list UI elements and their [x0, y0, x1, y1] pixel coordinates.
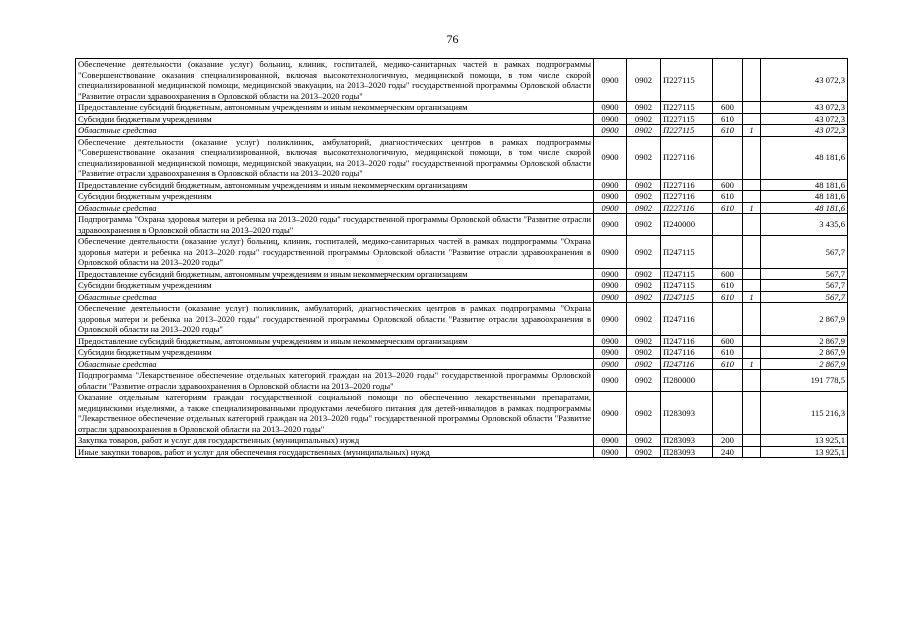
subsection-code-cell: 0902: [627, 136, 661, 179]
subsection-code-cell: 0902: [627, 392, 661, 435]
subsection-code-cell: 0902: [627, 446, 661, 458]
subsection-code-cell: 0902: [627, 236, 661, 269]
table-row: [76, 303, 848, 336]
expense-type-code-cell: 610: [713, 280, 743, 292]
funding-source-code-cell: [743, 370, 761, 392]
row-name-cell: Предоставление субсидий бюджетным, автономным учреждениям и иным некоммерческим организациям: [76, 179, 594, 191]
table-row: [76, 102, 848, 114]
target-article-code-cell: П283093: [661, 392, 713, 435]
row-name-cell: Закупка товаров, работ и услуг для государственных (муниципальных) нужд: [76, 435, 594, 447]
row-name-cell: Областные средства: [76, 291, 594, 303]
section-code-cell: 0900: [594, 125, 627, 137]
expense-type-code-cell: [713, 214, 743, 236]
funding-source-code-cell: [743, 268, 761, 280]
amount-cell: 2 867,9: [761, 347, 848, 359]
table-row: [76, 59, 848, 102]
row-name-cell: Областные средства: [76, 202, 594, 214]
expense-type-code-cell: 610: [713, 202, 743, 214]
row-name-cell: Обеспечение деятельности (оказание услуг) больниц, клиник, госпиталей, медико-санитарных частей в рамках подпрограммы "Охрана здоровья матери и ребенка на 2013–2020 годы" государственной программы Орловской области "Развитие отрасли здравоохранения в Орловской области на 2013–2020 годы": [76, 236, 594, 269]
target-article-code-cell: П227116: [661, 191, 713, 203]
expense-type-code-cell: [713, 392, 743, 435]
subsection-code-cell: 0902: [627, 202, 661, 214]
section-code-cell: 0900: [594, 446, 627, 458]
target-article-code-cell: П227116: [661, 136, 713, 179]
table-row: [76, 268, 848, 280]
funding-source-code-cell: [743, 214, 761, 236]
subsection-code-cell: 0902: [627, 113, 661, 125]
subsection-code-cell: 0902: [627, 358, 661, 370]
target-article-code-cell: П227115: [661, 125, 713, 137]
section-code-cell: 0900: [594, 291, 627, 303]
funding-source-code-cell: [743, 280, 761, 292]
amount-cell: 48 181,6: [761, 136, 848, 179]
amount-cell: 48 181,6: [761, 191, 848, 203]
row-name-cell: Предоставление субсидий бюджетным, автономным учреждениям и иным некоммерческим организациям: [76, 335, 594, 347]
funding-source-code-cell: [743, 303, 761, 336]
funding-source-code-cell: 1: [743, 125, 761, 137]
table-row: [76, 435, 848, 447]
target-article-code-cell: П227116: [661, 179, 713, 191]
target-article-code-cell: П247116: [661, 347, 713, 359]
target-article-code-cell: П227116: [661, 202, 713, 214]
table-row: [76, 392, 848, 435]
section-code-cell: 0900: [594, 113, 627, 125]
section-code-cell: 0900: [594, 280, 627, 292]
table-row: [76, 214, 848, 236]
expense-type-code-cell: 600: [713, 179, 743, 191]
target-article-code-cell: П227115: [661, 102, 713, 114]
section-code-cell: 0900: [594, 347, 627, 359]
row-name-cell: Подпрограмма "Охрана здоровья матери и ребенка на 2013–2020 годы" государственной программы Орловской области "Развитие отрасли здравоохранения в Орловской области на 2013–2020 годы": [76, 214, 594, 236]
expense-type-code-cell: [713, 303, 743, 336]
subsection-code-cell: 0902: [627, 179, 661, 191]
target-article-code-cell: П227115: [661, 59, 713, 102]
row-name-cell: Подпрограмма "Лекарственное обеспечение отдельных категорий граждан на 2013–2020 годы" государственной программы Орловской области "Развитие отрасли здравоохранения в Орловской области на 2013–2020 годы": [76, 370, 594, 392]
subsection-code-cell: 0902: [627, 214, 661, 236]
funding-source-code-cell: [743, 335, 761, 347]
section-code-cell: 0900: [594, 435, 627, 447]
section-code-cell: 0900: [594, 59, 627, 102]
target-article-code-cell: П247115: [661, 280, 713, 292]
row-name-cell: Обеспечение деятельности (оказание услуг) поликлиник, амбулаторий, диагностических центров в рамках подпрограммы "Совершенствование оказания специализированной, включая высокотехнологичную, медицинской помощи, в том числе скорой специализированной медицинской помощи, медицинской эвакуации, на 2013–2020 годы" государственной программы Орловской области "Развитие отрасли здравоохранения в Орловской области на 2013–2020 годы": [76, 136, 594, 179]
table-row: [76, 446, 848, 458]
budget-table-body: [76, 59, 848, 458]
subsection-code-cell: 0902: [627, 59, 661, 102]
section-code-cell: 0900: [594, 136, 627, 179]
expense-type-code-cell: [713, 236, 743, 269]
expense-type-code-cell: 200: [713, 435, 743, 447]
row-name-cell: Оказание отдельным категориям граждан государственной социальной помощи по обеспечению лекарственными препаратами, медицинскими изделиями, а также специализированными продуктами лечебного питания для детей-инвалидов в рамках подпрограммы "Лекарственное обеспечение отдельных категорий граждан на 2013–2020 годы" государственной программы Орловской области "Развитие отрасли здравоохранения в Орловской области на 2013–2020 годы": [76, 392, 594, 435]
subsection-code-cell: 0902: [627, 268, 661, 280]
table-row: [76, 370, 848, 392]
section-code-cell: 0900: [594, 370, 627, 392]
target-article-code-cell: П247115: [661, 236, 713, 269]
subsection-code-cell: 0902: [627, 291, 661, 303]
funding-source-code-cell: [743, 347, 761, 359]
amount-cell: 48 181,6: [761, 202, 848, 214]
subsection-code-cell: 0902: [627, 125, 661, 137]
section-code-cell: 0900: [594, 214, 627, 236]
subsection-code-cell: 0902: [627, 102, 661, 114]
target-article-code-cell: П247115: [661, 291, 713, 303]
subsection-code-cell: 0902: [627, 435, 661, 447]
subsection-code-cell: 0902: [627, 347, 661, 359]
target-article-code-cell: П283093: [661, 446, 713, 458]
table-row: [76, 236, 848, 269]
amount-cell: 3 435,6: [761, 214, 848, 236]
amount-cell: 567,7: [761, 291, 848, 303]
amount-cell: 43 072,3: [761, 125, 848, 137]
table-row: [76, 191, 848, 203]
amount-cell: 13 925,1: [761, 446, 848, 458]
row-name-cell: Областные средства: [76, 125, 594, 137]
row-name-cell: Областные средства: [76, 358, 594, 370]
amount-cell: 2 867,9: [761, 335, 848, 347]
amount-cell: 2 867,9: [761, 303, 848, 336]
page-number: 76: [446, 32, 459, 46]
amount-cell: 191 778,5: [761, 370, 848, 392]
expense-type-code-cell: 240: [713, 446, 743, 458]
amount-cell: 567,7: [761, 236, 848, 269]
funding-source-code-cell: [743, 113, 761, 125]
expense-type-code-cell: 600: [713, 268, 743, 280]
table-row: [76, 202, 848, 214]
funding-source-code-cell: [743, 102, 761, 114]
row-name-cell: Обеспечение деятельности (оказание услуг) больниц, клиник, госпиталей, медико-санитарных частей в рамках подпрограммы "Совершенствование оказания специализированной, включая высокотехнологичную, медицинской помощи, в том числе скорой специализированной медицинской помощи, медицинской эвакуации, на 2013–2020 годы" государственной программы Орловской области "Развитие отрасли здравоохранения в Орловской области на 2013–2020 годы": [76, 59, 594, 102]
amount-cell: 43 072,3: [761, 113, 848, 125]
subsection-code-cell: 0902: [627, 280, 661, 292]
expense-type-code-cell: 600: [713, 102, 743, 114]
amount-cell: 43 072,3: [761, 102, 848, 114]
row-name-cell: Субсидии бюджетным учреждениям: [76, 113, 594, 125]
section-code-cell: 0900: [594, 335, 627, 347]
row-name-cell: Субсидии бюджетным учреждениям: [76, 191, 594, 203]
subsection-code-cell: 0902: [627, 335, 661, 347]
funding-source-code-cell: [743, 236, 761, 269]
expense-type-code-cell: 610: [713, 291, 743, 303]
table-row: [76, 113, 848, 125]
target-article-code-cell: П240000: [661, 214, 713, 236]
expense-type-code-cell: 610: [713, 358, 743, 370]
row-name-cell: Иные закупки товаров, работ и услуг для обеспечения государственных (муниципальных) нужд: [76, 446, 594, 458]
funding-source-code-cell: [743, 191, 761, 203]
expense-type-code-cell: 610: [713, 347, 743, 359]
funding-source-code-cell: [743, 59, 761, 102]
target-article-code-cell: П280000: [661, 370, 713, 392]
funding-source-code-cell: [743, 392, 761, 435]
table-row: [76, 179, 848, 191]
row-name-cell: Предоставление субсидий бюджетным, автономным учреждениям и иным некоммерческим организациям: [76, 102, 594, 114]
target-article-code-cell: П247116: [661, 303, 713, 336]
amount-cell: 567,7: [761, 280, 848, 292]
row-name-cell: Субсидии бюджетным учреждениям: [76, 347, 594, 359]
funding-source-code-cell: [743, 136, 761, 179]
table-row: [76, 136, 848, 179]
row-name-cell: Обеспечение деятельности (оказание услуг) поликлиник, амбулаторий, диагностических центров в рамках подпрограммы "Охрана здоровья матери и ребенка на 2013–2020 годы" государственной программы Орловской области "Развитие отрасли здравоохранения в Орловской области на 2013–2020 годы": [76, 303, 594, 336]
table-row: [76, 125, 848, 137]
amount-cell: 2 867,9: [761, 358, 848, 370]
row-name-cell: Субсидии бюджетным учреждениям: [76, 280, 594, 292]
expense-type-code-cell: [713, 370, 743, 392]
amount-cell: 567,7: [761, 268, 848, 280]
target-article-code-cell: П283093: [661, 435, 713, 447]
row-name-cell: Предоставление субсидий бюджетным, автономным учреждениям и иным некоммерческим организациям: [76, 268, 594, 280]
table-row: [76, 280, 848, 292]
expense-type-code-cell: [713, 136, 743, 179]
section-code-cell: 0900: [594, 303, 627, 336]
subsection-code-cell: 0902: [627, 303, 661, 336]
subsection-code-cell: 0902: [627, 191, 661, 203]
target-article-code-cell: П247116: [661, 335, 713, 347]
table-row: [76, 335, 848, 347]
funding-source-code-cell: [743, 435, 761, 447]
amount-cell: 48 181,6: [761, 179, 848, 191]
funding-source-code-cell: [743, 446, 761, 458]
amount-cell: 43 072,3: [761, 59, 848, 102]
target-article-code-cell: П227115: [661, 113, 713, 125]
section-code-cell: 0900: [594, 268, 627, 280]
expense-type-code-cell: [713, 59, 743, 102]
section-code-cell: 0900: [594, 202, 627, 214]
section-code-cell: 0900: [594, 191, 627, 203]
funding-source-code-cell: 1: [743, 291, 761, 303]
amount-cell: 115 216,3: [761, 392, 848, 435]
expense-type-code-cell: 610: [713, 191, 743, 203]
table-row: [76, 347, 848, 359]
target-article-code-cell: П247115: [661, 268, 713, 280]
target-article-code-cell: П247116: [661, 358, 713, 370]
table-row: [76, 291, 848, 303]
amount-cell: 13 925,1: [761, 435, 848, 447]
funding-source-code-cell: [743, 179, 761, 191]
funding-source-code-cell: 1: [743, 358, 761, 370]
expense-type-code-cell: 610: [713, 125, 743, 137]
section-code-cell: 0900: [594, 102, 627, 114]
expense-type-code-cell: 610: [713, 113, 743, 125]
expense-type-code-cell: 600: [713, 335, 743, 347]
table-row: [76, 358, 848, 370]
subsection-code-cell: 0902: [627, 370, 661, 392]
funding-source-code-cell: 1: [743, 202, 761, 214]
section-code-cell: 0900: [594, 392, 627, 435]
section-code-cell: 0900: [594, 179, 627, 191]
budget-table: [75, 58, 848, 458]
section-code-cell: 0900: [594, 358, 627, 370]
section-code-cell: 0900: [594, 236, 627, 269]
